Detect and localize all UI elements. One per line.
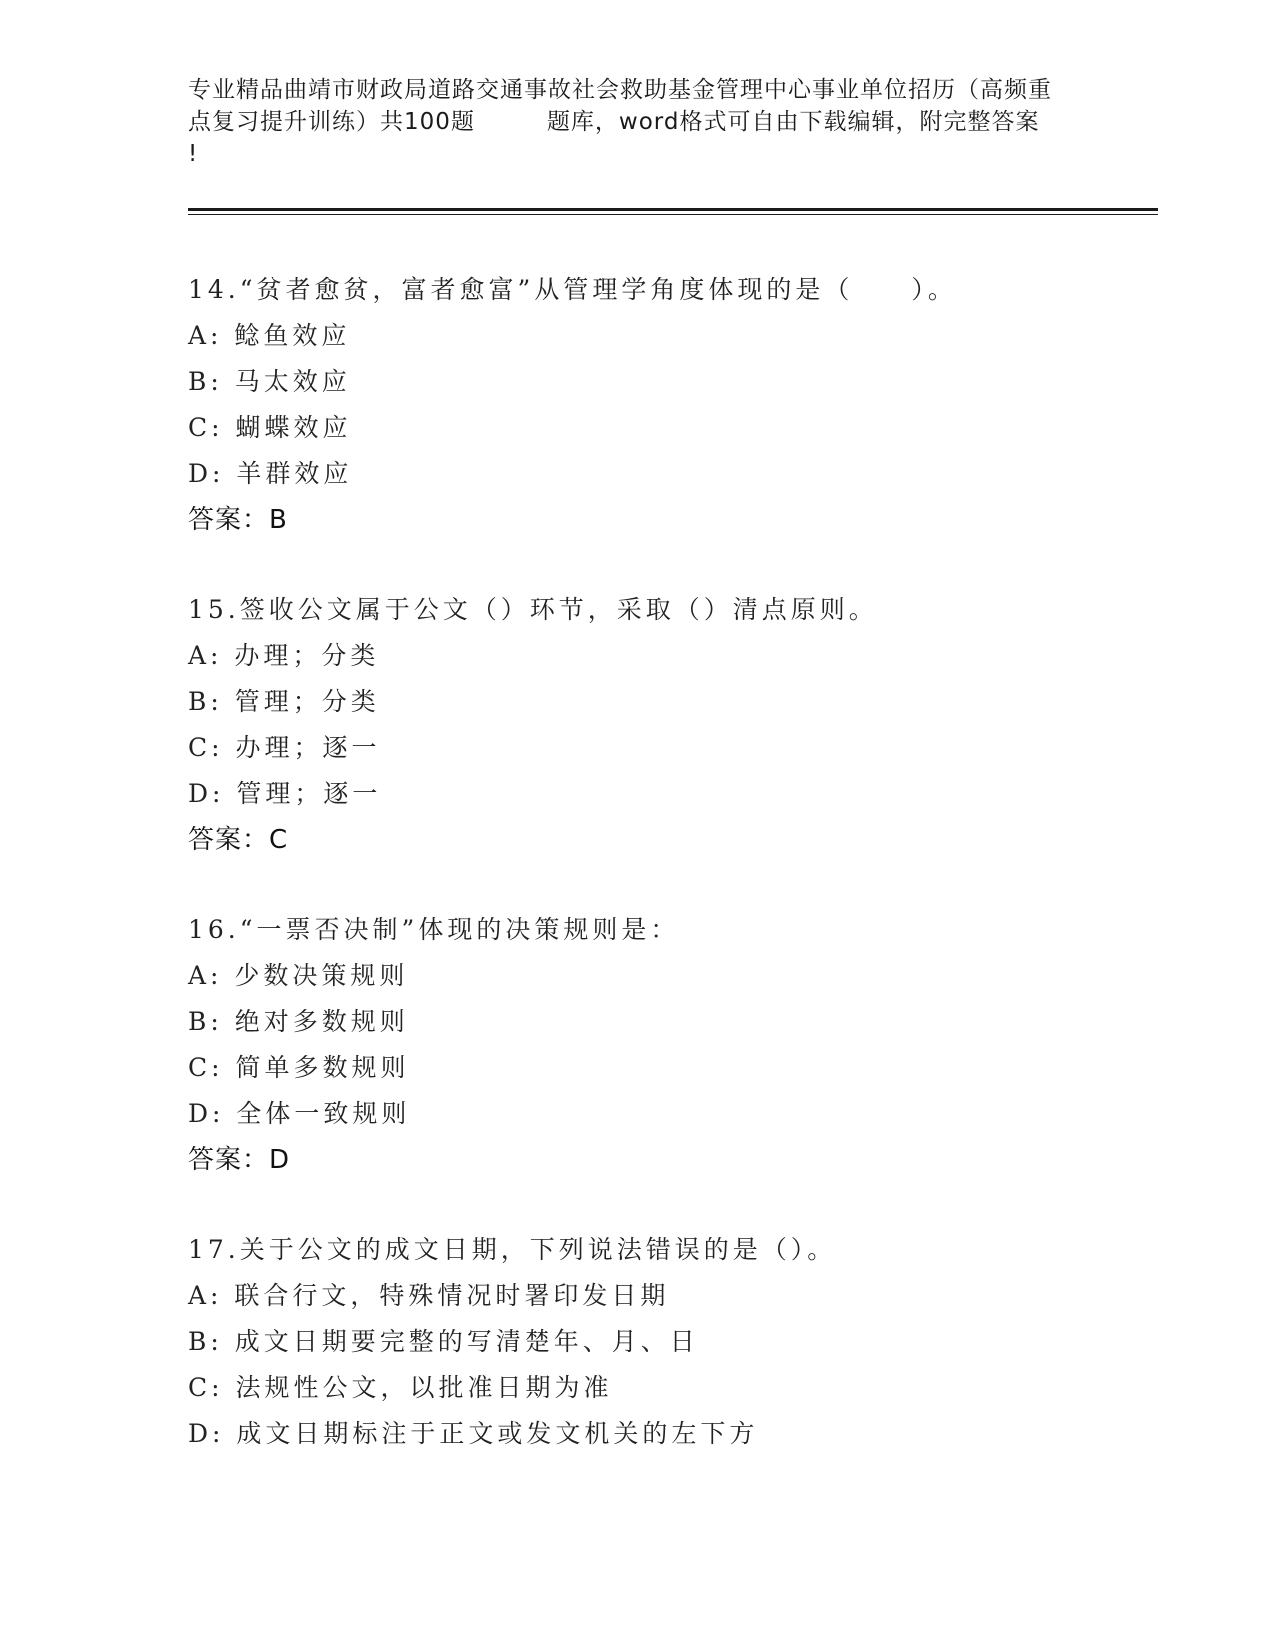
option-c: C: 简单多数规则 (188, 1053, 410, 1082)
header-line-1: 专业精品曲靖市财政局道路交通事故社会救助基金管理中心事业单位招历（高频重 (188, 77, 1052, 103)
option-d: D: 管理；逐一 (188, 779, 382, 808)
question-stem: 14.“贫者愈贫，富者愈富”从管理学角度体现的是（ ）。 (188, 275, 957, 304)
option-c: C: 办理；逐一 (188, 733, 381, 762)
question-stem: 15.签收公文属于公文（）环节，采取（）清点原则。 (188, 595, 878, 624)
question-17 (188, 1227, 1188, 1457)
question-15 (188, 587, 1188, 863)
document-header (188, 74, 1088, 170)
option-c: C: 蝴蝶效应 (188, 413, 352, 442)
option-a: A: 鲶鱼效应 (188, 321, 351, 350)
question-14 (188, 267, 1188, 543)
option-b: B: 管理；分类 (188, 687, 380, 716)
option-a: A: 少数决策规则 (188, 961, 409, 990)
header-line-2 (188, 106, 1088, 138)
header-divider-thick (188, 208, 1158, 211)
option-b: B: 马太效应 (188, 367, 351, 396)
option-d: D: 全体一致规则 (188, 1099, 411, 1128)
question-stem: 16.“一票否决制”体现的决策规则是： (188, 915, 680, 944)
option-a: A: 办理；分类 (188, 641, 380, 670)
option-b: B: 成文日期要完整的写清楚年、月、日 (188, 1327, 699, 1356)
answer-label: 答案：C (188, 825, 289, 855)
header-line-2b: 题库，word格式可自由下载编辑，附完整答案 (546, 109, 1040, 135)
header-line-2a: 点复习提升训练）共100题 (188, 109, 475, 135)
option-d: D: 羊群效应 (188, 459, 353, 488)
option-b: B: 绝对多数规则 (188, 1007, 409, 1036)
answer-label: 答案：D (188, 1145, 291, 1175)
question-stem: 17.关于公文的成文日期，下列说法错误的是（）。 (188, 1235, 837, 1264)
option-a: A: 联合行文，特殊情况时署印发日期 (188, 1281, 670, 1310)
header-line-3: ! (188, 141, 199, 167)
option-c: C: 法规性公文，以批准日期为准 (188, 1373, 613, 1402)
option-d: D: 成文日期标注于正文或发文机关的左下方 (188, 1419, 759, 1448)
header-divider-thin (188, 214, 1158, 215)
question-16 (188, 907, 1188, 1183)
answer-label: 答案：B (188, 505, 288, 535)
